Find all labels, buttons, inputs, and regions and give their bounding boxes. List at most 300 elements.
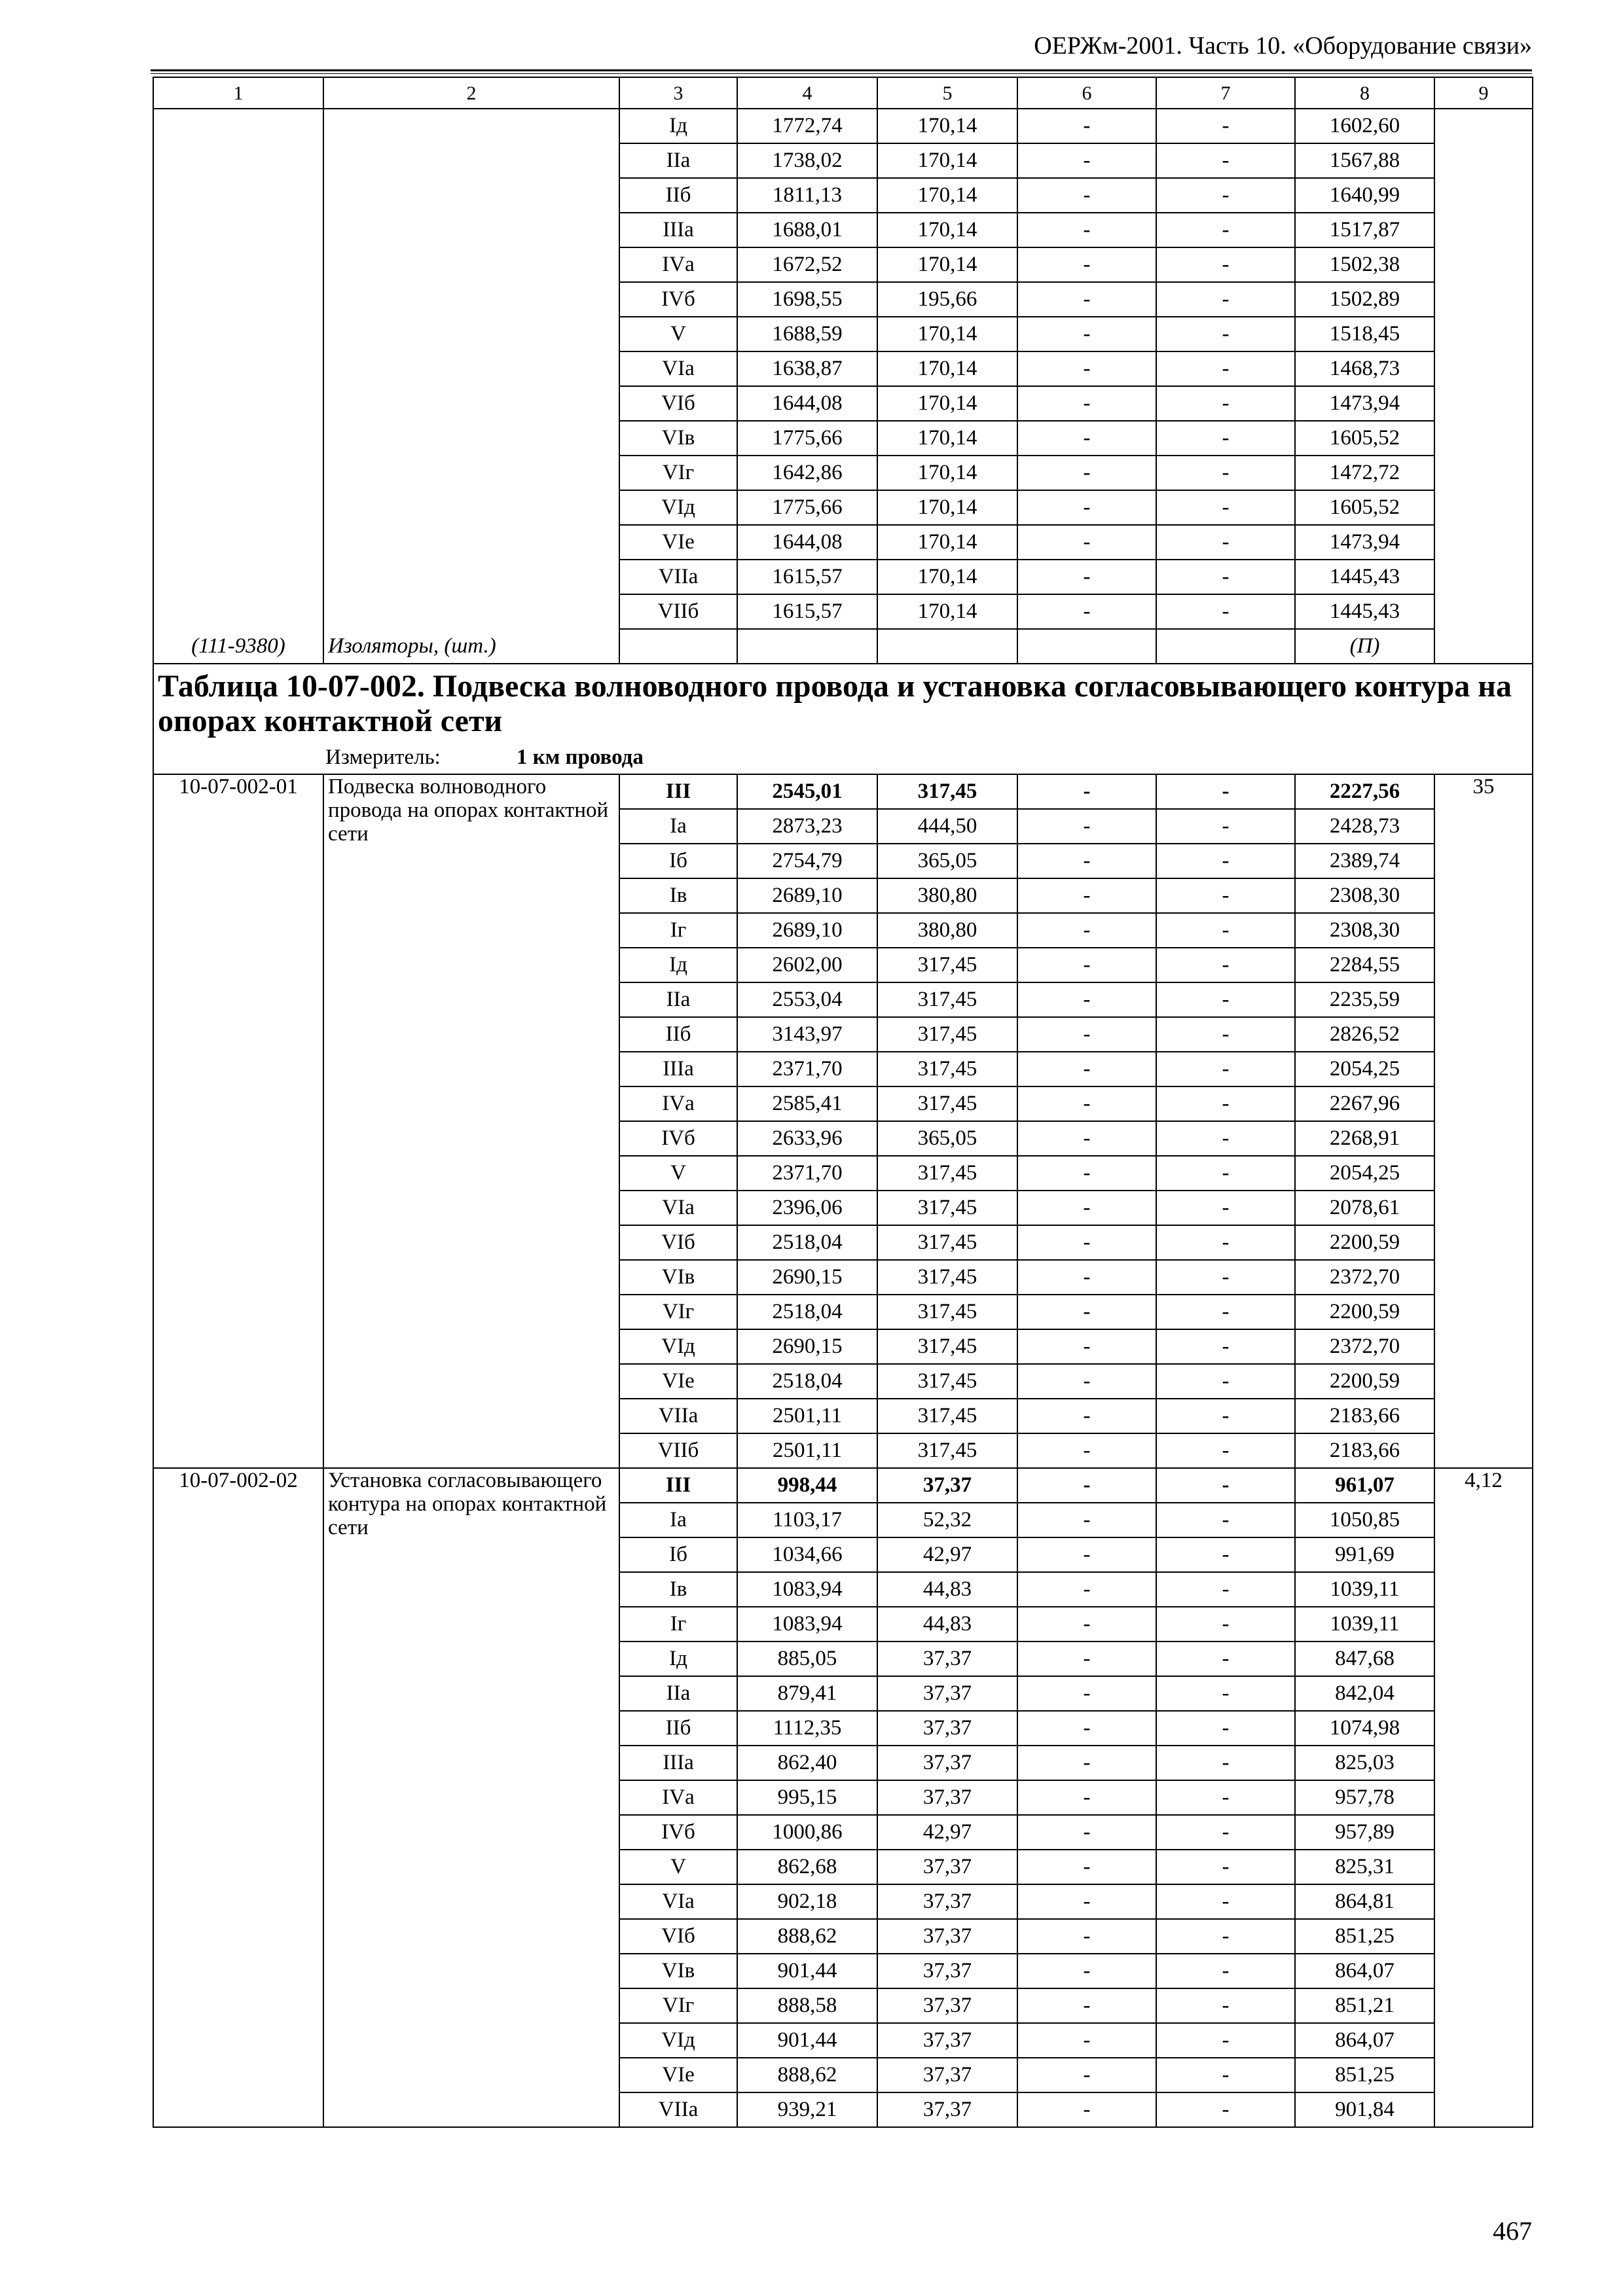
region-cell: VIе [619,1364,737,1399]
region-cell: VIг [619,1295,737,1329]
value-cell: 317,45 [877,1295,1017,1329]
value-cell: 52,32 [877,1503,1017,1537]
region-cell: IIIа [619,213,737,247]
value-cell: 37,37 [877,1850,1017,1884]
code-cell: 10-07-002-02 [153,1468,323,2127]
value-cell: - [1017,1780,1156,1815]
value-cell: 2545,01 [737,774,877,809]
value-cell: 957,89 [1295,1815,1434,1850]
value-cell: 380,80 [877,913,1017,948]
value-cell: 317,45 [877,1191,1017,1225]
value-cell: - [1017,525,1156,560]
value-cell: 444,50 [877,809,1017,844]
region-cell: VIг [619,1988,737,2023]
region-cell: Iв [619,1572,737,1607]
region-cell: Iг [619,1607,737,1641]
empty-cell [1017,629,1156,664]
value-cell: 1074,98 [1295,1711,1434,1746]
insulators-name: Изоляторы, (шт.) [323,629,619,664]
value-cell: 1615,57 [737,560,877,594]
value-cell: 317,45 [877,1433,1017,1468]
value-cell: - [1156,982,1295,1017]
value-cell: - [1017,456,1156,490]
value-cell: 2054,25 [1295,1052,1434,1086]
measure-cell [153,742,1533,774]
value-cell: - [1017,1815,1156,1850]
column-number: 5 [877,77,1017,109]
value-cell: - [1017,1746,1156,1780]
region-cell: VIб [619,1225,737,1260]
value-cell: - [1017,2023,1156,2058]
value-cell: 1688,59 [737,317,877,351]
region-cell: VIе [619,525,737,560]
value-cell: 2585,41 [737,1086,877,1121]
value-cell: - [1017,982,1156,1017]
insulators-row [153,629,1533,664]
value-cell: 317,45 [877,1052,1017,1086]
value-cell: 1772,74 [737,109,877,143]
value-cell: 1775,66 [737,490,877,525]
value-cell: - [1017,1503,1156,1537]
value-cell: 2602,00 [737,948,877,982]
value-cell: - [1017,1954,1156,1988]
value-cell: 1000,86 [737,1815,877,1850]
insulators-col8: (П) [1295,629,1434,664]
value-cell: 842,04 [1295,1676,1434,1711]
value-cell: 44,83 [877,1607,1017,1641]
value-cell: 3143,97 [737,1017,877,1052]
region-cell: VIг [619,456,737,490]
value-cell: 2200,59 [1295,1225,1434,1260]
value-cell: 170,14 [877,594,1017,629]
region-cell: VIд [619,2023,737,2058]
value-cell: - [1156,1676,1295,1711]
value-cell: 2690,15 [737,1329,877,1364]
column-number: 9 [1434,77,1533,109]
value-cell: 888,58 [737,1988,877,2023]
column-number: 3 [619,77,737,109]
value-cell: 2396,06 [737,1191,877,1225]
col9-cell: 4,12 [1434,1468,1533,2127]
value-cell: 170,14 [877,143,1017,178]
value-cell: 317,45 [877,1329,1017,1364]
value-cell: 42,97 [877,1815,1017,1850]
value-cell: 2754,79 [737,844,877,878]
value-cell: 1517,87 [1295,213,1434,247]
value-cell: 317,45 [877,1225,1017,1260]
value-cell: - [1017,109,1156,143]
value-cell: - [1017,351,1156,386]
insulators-code: (111-9380) [153,629,323,664]
value-cell: 961,07 [1295,1468,1434,1503]
value-cell: 37,37 [877,1746,1017,1780]
value-cell: 879,41 [737,1676,877,1711]
value-cell: 2633,96 [737,1121,877,1156]
value-cell: 2689,10 [737,913,877,948]
value-cell: 380,80 [877,878,1017,913]
value-cell: - [1156,143,1295,178]
value-cell: - [1156,1884,1295,1919]
value-cell: - [1156,1086,1295,1121]
value-cell: 1039,11 [1295,1607,1434,1641]
value-cell: 1605,52 [1295,490,1434,525]
region-cell: VIIб [619,594,737,629]
value-cell: - [1017,809,1156,844]
region-cell: IVб [619,1815,737,1850]
value-cell: - [1156,1121,1295,1156]
value-cell: 1502,89 [1295,282,1434,317]
value-cell: - [1017,774,1156,809]
value-cell: - [1017,2058,1156,2092]
region-cell: Iа [619,1503,737,1537]
value-cell: 901,44 [737,2023,877,2058]
value-cell: 939,21 [737,2092,877,2127]
value-cell: - [1156,1780,1295,1815]
value-cell: 1811,13 [737,178,877,213]
value-cell: - [1156,809,1295,844]
code-cell [153,109,323,629]
value-cell: 170,14 [877,351,1017,386]
value-cell: 2389,74 [1295,844,1434,878]
value-cell: 1602,60 [1295,109,1434,143]
value-cell: 42,97 [877,1537,1017,1572]
value-cell: 37,37 [877,1641,1017,1676]
value-cell: - [1156,948,1295,982]
value-cell: 317,45 [877,1260,1017,1295]
value-cell: 888,62 [737,1919,877,1954]
value-cell: - [1017,1086,1156,1121]
value-cell: 1644,08 [737,525,877,560]
value-cell: - [1017,594,1156,629]
value-cell: 991,69 [1295,1537,1434,1572]
value-cell: - [1156,2023,1295,2058]
region-cell: VIе [619,2058,737,2092]
value-cell: 847,68 [1295,1641,1434,1676]
table-row [153,774,1533,809]
value-cell: 317,45 [877,982,1017,1017]
value-cell: 2826,52 [1295,1017,1434,1052]
measure-value: 1 км провода [517,745,644,769]
table-title: Таблица 10-07-002. Подвеска волноводного провода и установка согласовывающего контура на опорах контактной сети [153,664,1533,742]
value-cell: - [1156,1329,1295,1364]
region-cell: Iд [619,1641,737,1676]
value-cell: - [1156,1607,1295,1641]
value-cell: 37,37 [877,2023,1017,2058]
running-header: ОЕРЖм-2001. Часть 10. «Оборудование связи» [1034,32,1532,60]
region-cell: VIб [619,1919,737,1954]
region-cell: IVб [619,282,737,317]
value-cell: 825,31 [1295,1850,1434,1884]
value-cell: - [1017,1399,1156,1433]
region-cell: VIIа [619,560,737,594]
value-cell: 1640,99 [1295,178,1434,213]
col9-cell [1434,109,1533,664]
value-cell: 851,25 [1295,1919,1434,1954]
value-cell: - [1017,178,1156,213]
value-cell: 864,07 [1295,1954,1434,1988]
value-cell: - [1017,948,1156,982]
value-cell: 170,14 [877,386,1017,421]
value-cell: 2372,70 [1295,1329,1434,1364]
value-cell: 170,14 [877,178,1017,213]
value-cell: - [1017,1295,1156,1329]
value-cell: 2518,04 [737,1225,877,1260]
value-cell: 37,37 [877,1919,1017,1954]
value-cell: - [1156,1954,1295,1988]
value-cell: 825,03 [1295,1746,1434,1780]
value-cell: - [1156,594,1295,629]
value-cell: 37,37 [877,1954,1017,1988]
value-cell: 170,14 [877,421,1017,456]
value-cell: - [1017,1329,1156,1364]
value-cell: 170,14 [877,525,1017,560]
value-cell: 1638,87 [737,351,877,386]
value-cell: 2873,23 [737,809,877,844]
value-cell: - [1017,1676,1156,1711]
name-cell: Подвеска волноводного провода на опорах контактной сети [323,774,619,1468]
region-cell: V [619,317,737,351]
value-cell: - [1156,317,1295,351]
value-cell: - [1156,525,1295,560]
value-cell: - [1017,421,1156,456]
value-cell: - [1156,282,1295,317]
column-number: 7 [1156,77,1295,109]
value-cell: - [1156,1572,1295,1607]
region-cell: Iд [619,109,737,143]
value-cell: 2371,70 [737,1052,877,1086]
value-cell: - [1017,878,1156,913]
table-title-row [153,664,1533,742]
value-cell: - [1156,1260,1295,1295]
region-cell: Iг [619,913,737,948]
value-cell: 2227,56 [1295,774,1434,809]
value-cell: - [1156,456,1295,490]
value-cell: 2054,25 [1295,1156,1434,1191]
value-cell: 2235,59 [1295,982,1434,1017]
value-cell: 170,14 [877,317,1017,351]
page-number: 467 [1493,2216,1532,2246]
value-cell: 2200,59 [1295,1295,1434,1329]
value-cell: - [1156,1641,1295,1676]
value-cell: 37,37 [877,1468,1017,1503]
region-cell: IIб [619,1017,737,1052]
value-cell: 170,14 [877,247,1017,282]
value-cell: 1473,94 [1295,525,1434,560]
value-cell: 864,07 [1295,2023,1434,2058]
value-cell: 37,37 [877,1988,1017,2023]
value-cell: 2267,96 [1295,1086,1434,1121]
region-cell: VIд [619,1329,737,1364]
value-cell: - [1156,1156,1295,1191]
region-cell: VIб [619,386,737,421]
table-row [153,109,1533,143]
value-cell: - [1017,1850,1156,1884]
region-cell: VIа [619,1884,737,1919]
region-cell: IIб [619,1711,737,1746]
value-cell: 2518,04 [737,1295,877,1329]
region-cell: VIд [619,490,737,525]
value-cell: 2183,66 [1295,1399,1434,1433]
value-cell: 901,44 [737,1954,877,1988]
region-cell: IVа [619,1780,737,1815]
value-cell: 365,05 [877,844,1017,878]
value-cell: 2518,04 [737,1364,877,1399]
value-cell: 1083,94 [737,1607,877,1641]
value-cell: - [1017,1017,1156,1052]
value-cell: 317,45 [877,1364,1017,1399]
value-cell: 2690,15 [737,1260,877,1295]
value-cell: - [1017,143,1156,178]
value-cell: - [1156,844,1295,878]
value-cell: 888,62 [737,2058,877,2092]
value-cell: 1473,94 [1295,386,1434,421]
value-cell: - [1017,386,1156,421]
value-cell: 37,37 [877,1676,1017,1711]
region-cell: Iб [619,844,737,878]
value-cell: - [1156,421,1295,456]
value-cell: 901,84 [1295,2092,1434,2127]
value-cell: 851,25 [1295,2058,1434,2092]
empty-cell [1156,629,1295,664]
region-cell: VIв [619,421,737,456]
value-cell: 885,05 [737,1641,877,1676]
value-cell: 1034,66 [737,1537,877,1572]
name-cell: Установка согласовывающего контура на опорах контактной сети [323,1468,619,2127]
value-cell: 2553,04 [737,982,877,1017]
value-cell: - [1156,2092,1295,2127]
value-cell: 37,37 [877,1711,1017,1746]
value-cell: - [1156,1746,1295,1780]
value-cell: - [1156,386,1295,421]
value-cell: - [1017,1607,1156,1641]
value-cell: - [1156,913,1295,948]
region-cell: IIа [619,143,737,178]
value-cell: 851,21 [1295,1988,1434,2023]
value-cell: - [1017,247,1156,282]
value-cell: 995,15 [737,1780,877,1815]
value-cell: - [1017,490,1156,525]
region-cell: VIв [619,1954,737,1988]
value-cell: 317,45 [877,948,1017,982]
value-cell: - [1017,1641,1156,1676]
column-number-row [153,77,1533,109]
region-cell: Iв [619,878,737,913]
region-cell: VIIб [619,1433,737,1468]
empty-cell [877,629,1017,664]
region-cell: IIа [619,982,737,1017]
value-cell: - [1017,1225,1156,1260]
value-cell: - [1017,1191,1156,1225]
region-cell: IIIа [619,1052,737,1086]
value-cell: - [1156,1711,1295,1746]
region-cell: VIIа [619,1399,737,1433]
value-cell: 1775,66 [737,421,877,456]
value-cell: 1605,52 [1295,421,1434,456]
value-cell: - [1156,1191,1295,1225]
value-cell: - [1156,1295,1295,1329]
value-cell: 2078,61 [1295,1191,1434,1225]
value-cell: 1039,11 [1295,1572,1434,1607]
name-cell [323,109,619,629]
region-cell: IIб [619,178,737,213]
value-cell: - [1017,1711,1156,1746]
column-number: 1 [153,77,323,109]
value-cell: - [1017,1433,1156,1468]
header-rule-thin [151,73,1532,74]
value-cell: - [1156,1503,1295,1537]
region-cell: V [619,1850,737,1884]
header-rule [151,69,1532,71]
value-cell: - [1017,317,1156,351]
value-cell: - [1017,1364,1156,1399]
region-cell: Iд [619,948,737,982]
value-cell: - [1156,1815,1295,1850]
value-cell: 1567,88 [1295,143,1434,178]
value-cell: 195,66 [877,282,1017,317]
region-cell: V [619,1156,737,1191]
region-cell: Iа [619,809,737,844]
value-cell: - [1017,1919,1156,1954]
value-cell: - [1017,1260,1156,1295]
value-cell: 1472,72 [1295,456,1434,490]
value-cell: 998,44 [737,1468,877,1503]
value-cell: - [1156,560,1295,594]
value-cell: 2428,73 [1295,809,1434,844]
value-cell: 37,37 [877,1884,1017,1919]
value-cell: 37,37 [877,2092,1017,2127]
value-cell: 317,45 [877,1156,1017,1191]
value-cell: 864,81 [1295,1884,1434,1919]
value-cell: 1112,35 [737,1711,877,1746]
value-cell: 365,05 [877,1121,1017,1156]
value-cell: 1050,85 [1295,1503,1434,1537]
value-cell: 1445,43 [1295,594,1434,629]
value-cell: - [1017,1537,1156,1572]
value-cell: 170,14 [877,490,1017,525]
value-cell: - [1156,1988,1295,2023]
value-cell: - [1156,490,1295,525]
measure-label: Измеритель: [325,745,441,769]
value-cell: 1738,02 [737,143,877,178]
value-cell: - [1156,2058,1295,2092]
value-cell: 2501,11 [737,1433,877,1468]
column-number: 8 [1295,77,1434,109]
value-cell: 1698,55 [737,282,877,317]
value-cell: - [1017,1572,1156,1607]
value-cell: - [1017,1988,1156,2023]
value-cell: 902,18 [737,1884,877,1919]
value-cell: - [1017,844,1156,878]
value-cell: - [1156,1052,1295,1086]
measure-row [153,742,1533,774]
value-cell: - [1156,213,1295,247]
value-cell: - [1156,878,1295,913]
region-cell: III [619,774,737,809]
col9-cell: 35 [1434,774,1533,1468]
value-cell: 2689,10 [737,878,877,913]
value-cell: 1672,52 [737,247,877,282]
value-cell: - [1017,560,1156,594]
value-cell: 317,45 [877,1399,1017,1433]
value-cell: - [1156,1468,1295,1503]
value-cell: 2371,70 [737,1156,877,1191]
value-cell: 862,40 [737,1746,877,1780]
value-cell: - [1156,1399,1295,1433]
empty-cell [619,629,737,664]
value-cell: 317,45 [877,1086,1017,1121]
value-cell: 1468,73 [1295,351,1434,386]
region-cell: IIIа [619,1746,737,1780]
